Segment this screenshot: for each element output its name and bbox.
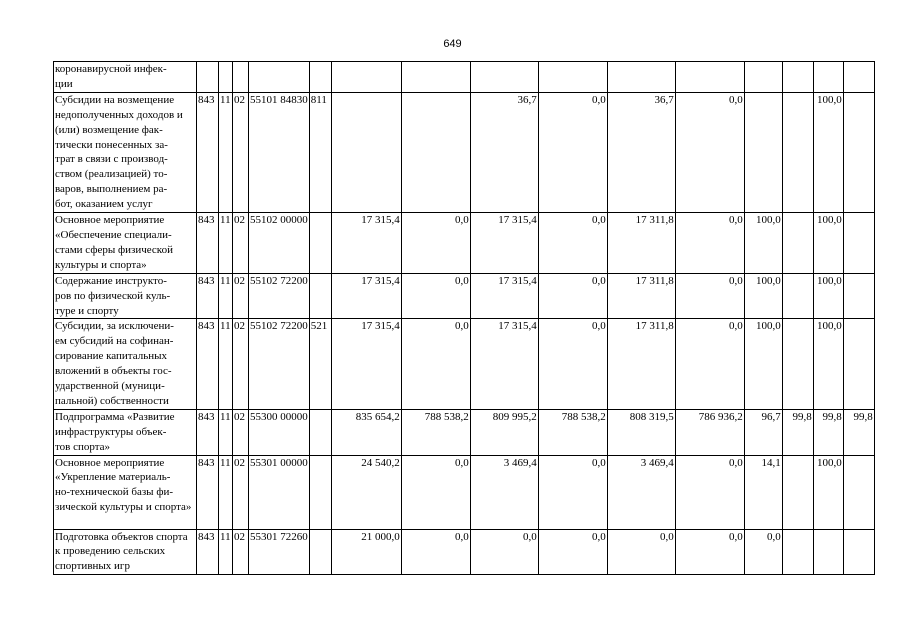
percent-refined-cell: 100,0 (813, 455, 843, 529)
approved-federal-cell: 788 538,2 (401, 409, 470, 455)
executed-federal-cell: 0,0 (675, 92, 744, 212)
row-name-cell: Основное мероприятие «Обеспечение специали- стами сферы физической культуры и спорта» (54, 213, 197, 274)
admin-code-cell (197, 62, 219, 93)
expense-type-code-cell (309, 455, 331, 529)
percent-refined-cell: 100,0 (813, 273, 843, 319)
target-article-code-cell: 55102 72200 (249, 273, 310, 319)
page-number: 649 (443, 38, 462, 50)
subsection-code-cell: 02 (233, 455, 249, 529)
table-row (54, 319, 875, 409)
percent-approved-cell: 100,0 (744, 273, 782, 319)
subsection-code-cell: 02 (233, 529, 249, 575)
approved-federal-cell: 0,0 (401, 213, 470, 274)
executed-federal-cell: 0,0 (675, 213, 744, 274)
subsection-code-cell: 02 (233, 273, 249, 319)
subsection-code-cell: 02 (233, 319, 249, 409)
executed-federal-cell (675, 62, 744, 93)
percent-refined-cell (813, 62, 843, 93)
refined-total-cell: 17 315,4 (470, 319, 538, 409)
approved-total-cell: 835 654,2 (331, 409, 401, 455)
approved-total-cell: 17 315,4 (331, 319, 401, 409)
percent-approved-federal-cell (782, 529, 813, 575)
approved-total-cell (331, 62, 401, 93)
expense-type-code-cell (309, 273, 331, 319)
section-code-cell (219, 62, 233, 93)
percent-approved-federal-cell (782, 92, 813, 212)
percent-refined-federal-cell (843, 455, 874, 529)
percent-refined-cell: 100,0 (813, 213, 843, 274)
approved-federal-cell: 0,0 (401, 319, 470, 409)
percent-refined-cell (813, 529, 843, 575)
admin-code-cell: 843 (197, 92, 219, 212)
row-name-cell: Подпрограмма «Развитие инфраструктуры объек- тов спорта» (54, 409, 197, 455)
refined-total-cell: 17 315,4 (470, 273, 538, 319)
expense-type-code-cell (309, 409, 331, 455)
refined-total-cell: 809 995,2 (470, 409, 538, 455)
row-name-cell: Подготовка объектов спорта к проведению сельских спортивных игр (54, 529, 197, 575)
target-article-code-cell: 55300 00000 (249, 409, 310, 455)
section-code-cell: 11 (219, 455, 233, 529)
target-article-code-cell: 55101 84830 (249, 92, 310, 212)
executed-total-cell: 808 319,5 (607, 409, 675, 455)
admin-code-cell: 843 (197, 529, 219, 575)
budget-table (53, 61, 875, 575)
refined-federal-cell: 788 538,2 (538, 409, 607, 455)
percent-approved-federal-cell (782, 213, 813, 274)
target-article-code-cell: 55301 72260 (249, 529, 310, 575)
refined-federal-cell: 0,0 (538, 273, 607, 319)
refined-federal-cell: 0,0 (538, 92, 607, 212)
table-row (54, 529, 875, 575)
executed-total-cell: 3 469,4 (607, 455, 675, 529)
row-name-cell: коронавирусной инфек- ции (54, 62, 197, 93)
section-code-cell: 11 (219, 92, 233, 212)
percent-refined-federal-cell (843, 62, 874, 93)
approved-total-cell: 17 315,4 (331, 213, 401, 274)
admin-code-cell: 843 (197, 319, 219, 409)
target-article-code-cell: 55102 72200 (249, 319, 310, 409)
refined-federal-cell: 0,0 (538, 529, 607, 575)
percent-refined-cell: 100,0 (813, 319, 843, 409)
percent-approved-federal-cell: 99,8 (782, 409, 813, 455)
percent-approved-federal-cell (782, 319, 813, 409)
expense-type-code-cell: 521 (309, 319, 331, 409)
percent-refined-federal-cell (843, 92, 874, 212)
expense-type-code-cell (309, 62, 331, 93)
section-code-cell: 11 (219, 319, 233, 409)
percent-refined-federal-cell (843, 273, 874, 319)
approved-total-cell: 17 315,4 (331, 273, 401, 319)
refined-federal-cell: 0,0 (538, 213, 607, 274)
refined-federal-cell (538, 62, 607, 93)
approved-federal-cell: 0,0 (401, 455, 470, 529)
percent-approved-cell: 14,1 (744, 455, 782, 529)
subsection-code-cell: 02 (233, 409, 249, 455)
executed-total-cell: 0,0 (607, 529, 675, 575)
percent-approved-federal-cell (782, 455, 813, 529)
executed-federal-cell: 0,0 (675, 319, 744, 409)
admin-code-cell: 843 (197, 455, 219, 529)
table-row (54, 409, 875, 455)
row-name-cell: Субсидии, за исключени- ем субсидий на софинан- сирование капитальных вложений в объекты гос- ударственной (муници- пальной) собственности (54, 319, 197, 409)
table-row (54, 273, 875, 319)
expense-type-code-cell: 811 (309, 92, 331, 212)
subsection-code-cell: 02 (233, 213, 249, 274)
percent-refined-federal-cell: 99,8 (843, 409, 874, 455)
percent-approved-federal-cell (782, 273, 813, 319)
section-code-cell: 11 (219, 529, 233, 575)
row-name-cell: Основное мероприятие «Укрепление материаль- но-технической базы фи- зической культуры и спорта» (54, 455, 197, 529)
percent-approved-cell: 96,7 (744, 409, 782, 455)
percent-approved-cell (744, 92, 782, 212)
row-name-cell: Субсидии на возмещение недополученных доходов и (или) возмещение фак- тически понесенных за- трат в связи с производ- ством (реализацией) то- варов, выполнением ра- бот, оказанием услуг (54, 92, 197, 212)
executed-federal-cell: 0,0 (675, 455, 744, 529)
percent-approved-federal-cell (782, 62, 813, 93)
approved-federal-cell (401, 62, 470, 93)
section-code-cell: 11 (219, 213, 233, 274)
row-name-cell: Содержание инструкто- ров по физической куль- туре и спорту (54, 273, 197, 319)
refined-total-cell (470, 62, 538, 93)
refined-federal-cell: 0,0 (538, 455, 607, 529)
refined-total-cell: 3 469,4 (470, 455, 538, 529)
percent-refined-cell: 100,0 (813, 92, 843, 212)
approved-federal-cell: 0,0 (401, 273, 470, 319)
percent-refined-federal-cell (843, 213, 874, 274)
executed-federal-cell: 786 936,2 (675, 409, 744, 455)
percent-approved-cell: 100,0 (744, 213, 782, 274)
table-row (54, 455, 875, 529)
admin-code-cell: 843 (197, 409, 219, 455)
executed-total-cell: 17 311,8 (607, 319, 675, 409)
percent-refined-cell: 99,8 (813, 409, 843, 455)
percent-approved-cell: 0,0 (744, 529, 782, 575)
percent-approved-cell: 100,0 (744, 319, 782, 409)
subsection-code-cell (233, 62, 249, 93)
refined-total-cell: 0,0 (470, 529, 538, 575)
target-article-code-cell (249, 62, 310, 93)
executed-total-cell: 17 311,8 (607, 213, 675, 274)
refined-total-cell: 17 315,4 (470, 213, 538, 274)
subsection-code-cell: 02 (233, 92, 249, 212)
percent-refined-federal-cell (843, 319, 874, 409)
executed-federal-cell: 0,0 (675, 273, 744, 319)
approved-total-cell (331, 92, 401, 212)
executed-federal-cell: 0,0 (675, 529, 744, 575)
section-code-cell: 11 (219, 273, 233, 319)
approved-total-cell: 21 000,0 (331, 529, 401, 575)
executed-total-cell: 17 311,8 (607, 273, 675, 319)
target-article-code-cell: 55301 00000 (249, 455, 310, 529)
expense-type-code-cell (309, 213, 331, 274)
expense-type-code-cell (309, 529, 331, 575)
section-code-cell: 11 (219, 409, 233, 455)
approved-federal-cell (401, 92, 470, 212)
admin-code-cell: 843 (197, 213, 219, 274)
executed-total-cell (607, 62, 675, 93)
table-row (54, 92, 875, 212)
table-row (54, 213, 875, 274)
refined-total-cell: 36,7 (470, 92, 538, 212)
approved-total-cell: 24 540,2 (331, 455, 401, 529)
percent-approved-cell (744, 62, 782, 93)
target-article-code-cell: 55102 00000 (249, 213, 310, 274)
admin-code-cell: 843 (197, 273, 219, 319)
approved-federal-cell: 0,0 (401, 529, 470, 575)
refined-federal-cell: 0,0 (538, 319, 607, 409)
executed-total-cell: 36,7 (607, 92, 675, 212)
table-row (54, 62, 875, 93)
percent-refined-federal-cell (843, 529, 874, 575)
